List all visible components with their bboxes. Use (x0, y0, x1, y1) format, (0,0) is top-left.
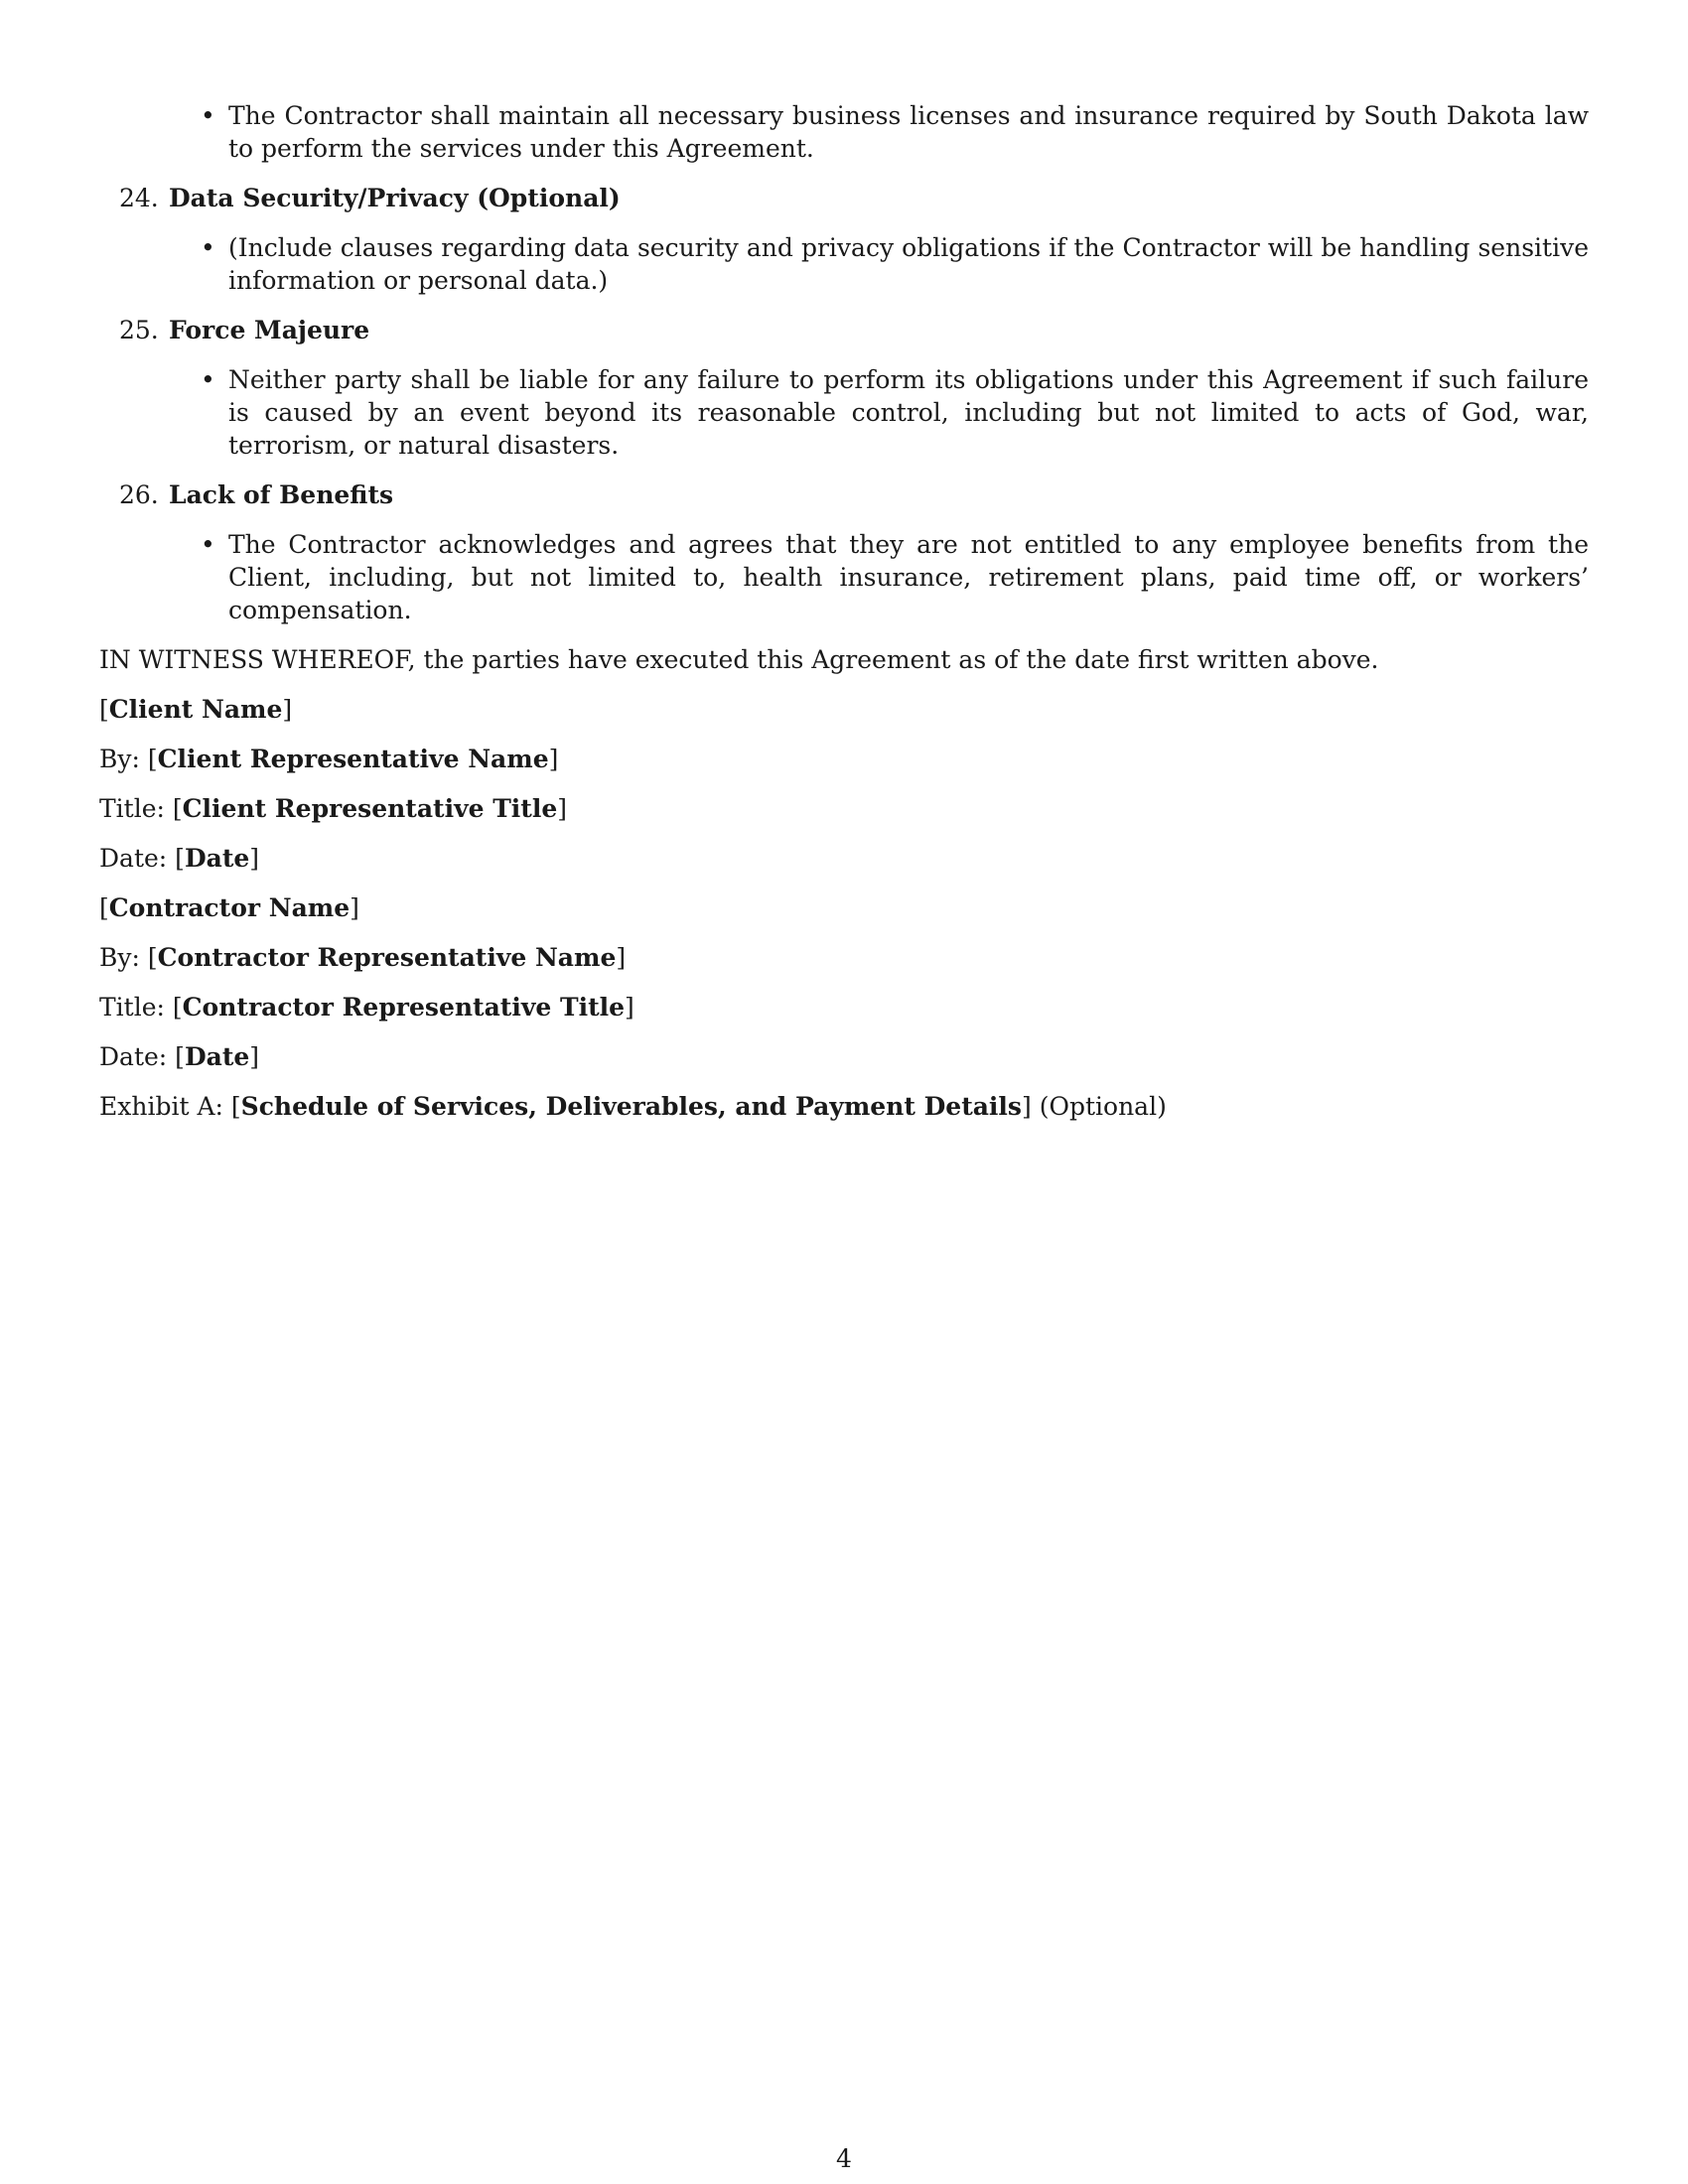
section-number: 25. (119, 316, 159, 344)
exhibit-line (99, 1090, 1589, 1123)
bracket-close: ] (616, 943, 627, 972)
section-number: 26. (119, 480, 159, 509)
contractor-representative-title: Contractor Representative Title (182, 993, 626, 1022)
bracket-open: [ (175, 1042, 185, 1071)
client-representative-title: Client Representative Title (182, 794, 558, 823)
section-title: Data Security/Privacy (Optional) (169, 184, 621, 212)
by-label: By: (99, 943, 140, 972)
contractor-by-line (99, 941, 1589, 974)
continued-bullet-list (99, 99, 1589, 165)
client-title-line (99, 792, 1589, 825)
client-name-line (99, 693, 1589, 726)
bullet-dot: • (201, 365, 215, 394)
date-label: Date: (99, 1042, 168, 1071)
bracket-open: [ (147, 943, 158, 972)
bullet-dot: • (201, 530, 215, 559)
bracket-close: ] (625, 993, 634, 1022)
bracket-close: ] (1022, 1092, 1032, 1121)
exhibit-label: Exhibit A: (99, 1092, 223, 1121)
by-label: By: (99, 745, 140, 773)
bracket-open: [ (172, 993, 183, 1022)
witness-statement: IN WITNESS WHEREOF, the parties have executed this Agreement as of the date first written above. (99, 645, 1379, 674)
bracket-open: [ (230, 1092, 241, 1121)
bracket-close: ] (350, 893, 359, 922)
section-title: Lack of Benefits (169, 480, 394, 509)
exhibit-suffix: (Optional) (1039, 1092, 1167, 1121)
bracket-open: [ (99, 893, 109, 922)
bracket-open: [ (172, 794, 183, 823)
page-number: 4 (836, 2144, 852, 2173)
section-26-bullets (99, 528, 1589, 626)
bullet-text: Neither party shall be liable for any failure to perform its obligations under this Agreement if such failure is caused by an event beyond its reasonable control, including but not limited to acts of God, war, terrorism, or natural disasters. (228, 365, 1589, 460)
bracket-close: ] (249, 844, 260, 873)
contractor-title-line (99, 991, 1589, 1024)
bracket-close: ] (249, 1042, 260, 1071)
section-number: 24. (119, 184, 159, 212)
contractor-representative-name: Contractor Representative Name (157, 943, 617, 972)
contractor-name: Contractor Name (108, 893, 351, 922)
section-24-bullets (99, 231, 1589, 297)
bracket-close: ] (548, 745, 559, 773)
title-label: Title: (99, 993, 165, 1022)
section-25-bullets (99, 363, 1589, 462)
bullet-dot: • (201, 101, 215, 130)
client-date-line (99, 842, 1589, 875)
bullet-text: The Contractor acknowledges and agrees that they are not entitled to any employee benefits from the Client, including, but not limited to, health insurance, retirement plans, paid time off, or workers’ compensation. (228, 530, 1589, 624)
client-by-line (99, 743, 1589, 775)
list-item (201, 528, 1589, 626)
section-title: Force Majeure (169, 316, 370, 344)
document-page (99, 99, 1589, 1140)
date-label: Date: (99, 844, 168, 873)
client-name: Client Name (108, 695, 283, 724)
bracket-open: [ (175, 844, 185, 873)
bracket-close: ] (557, 794, 568, 823)
section-heading-24 (119, 182, 1589, 214)
contractor-date: Date (184, 1042, 250, 1071)
bracket-close: ] (282, 695, 293, 724)
list-item (201, 231, 1589, 297)
section-heading-26 (119, 478, 1589, 511)
bracket-open: [ (99, 695, 109, 724)
bracket-open: [ (147, 745, 158, 773)
exhibit-title: Schedule of Services, Deliverables, and Payment Details (240, 1092, 1023, 1121)
bullet-text: (Include clauses regarding data security and privacy obligations if the Contractor will be handling sensitive information or personal data.) (228, 233, 1589, 295)
bullet-dot: • (201, 233, 215, 262)
client-representative-name: Client Representative Name (157, 745, 549, 773)
list-item (201, 363, 1589, 462)
contractor-name-line (99, 891, 1589, 924)
section-heading-25 (119, 314, 1589, 346)
list-item (201, 99, 1589, 165)
title-label: Title: (99, 794, 165, 823)
bullet-text: The Contractor shall maintain all necessary business licenses and insurance required by South Dakota law to perform the services under this Agreement. (228, 101, 1589, 163)
contractor-date-line (99, 1040, 1589, 1073)
client-date: Date (184, 844, 250, 873)
